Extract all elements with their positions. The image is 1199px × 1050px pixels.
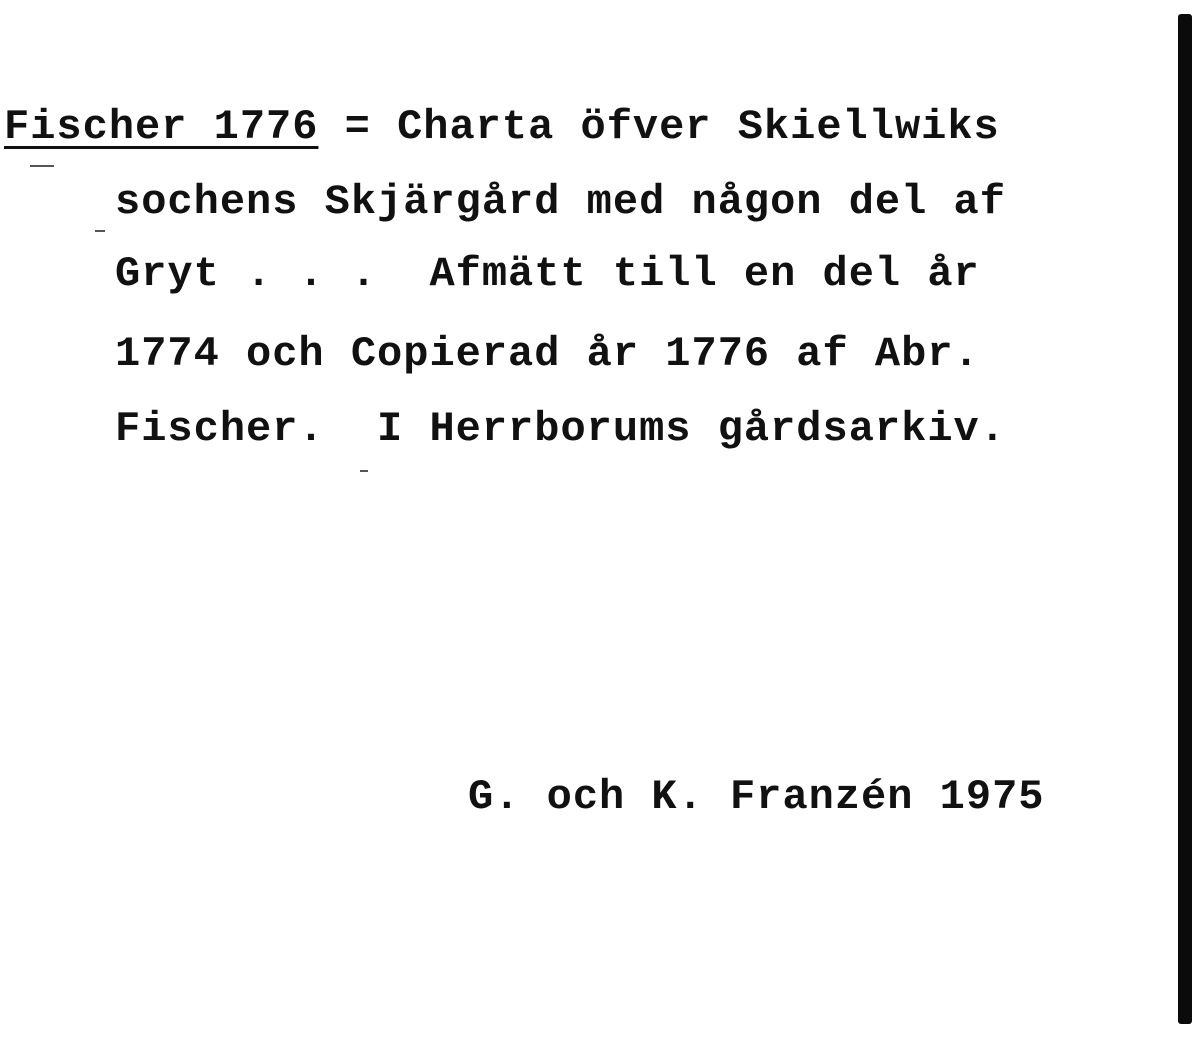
author-signature: G. och K. Franzén 1975 xyxy=(468,773,1045,821)
scan-speck xyxy=(95,230,105,232)
entry-key: Fischer 1776 xyxy=(4,103,319,151)
entry-line-2: sochens Skjärgård med någon del af xyxy=(115,178,1006,226)
card-edge-border xyxy=(1178,14,1192,1024)
entry-line-4: 1774 och Copierad år 1776 af Abr. xyxy=(115,330,980,378)
scan-speck xyxy=(360,470,368,472)
entry-line-5: Fischer. I Herrborums gårdsarkiv. xyxy=(115,405,1006,453)
scan-speck xyxy=(30,165,54,167)
entry-line-3: Gryt . . . Afmätt till en del år xyxy=(115,250,980,298)
entry-heading-line xyxy=(4,103,1000,151)
entry-title-start: = Charta öfver Skiellwiks xyxy=(318,103,1000,151)
